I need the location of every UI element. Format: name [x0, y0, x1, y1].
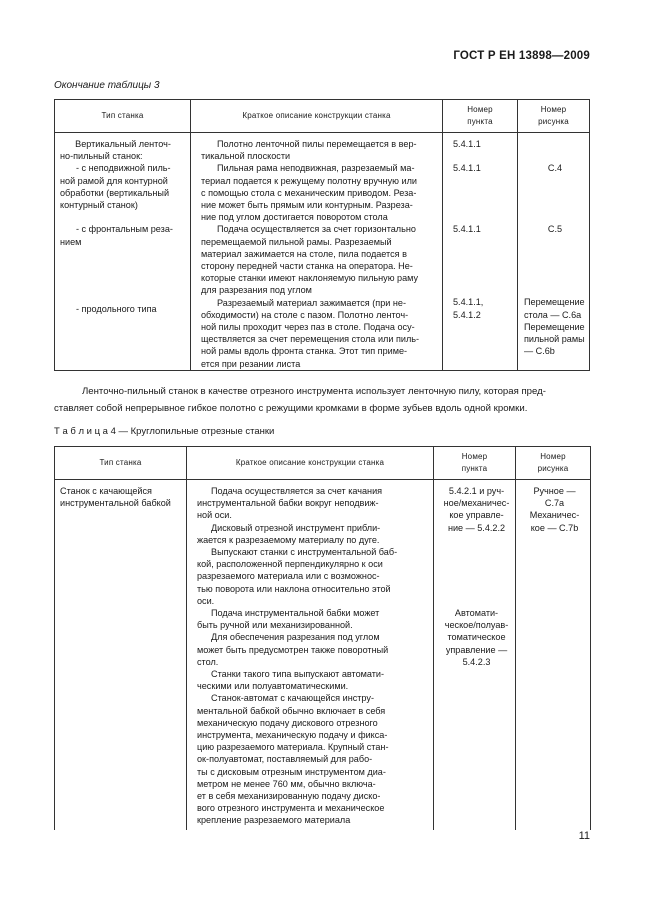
t4-header-figure: Номер рисунка: [516, 447, 591, 480]
t3-header-figure: Номер рисунка: [518, 100, 590, 133]
table-row: [55, 480, 591, 830]
t3-clause-cell: 5.4.1.1 5.4.1.1 5.4.1.1 5.4.1.1, 5.4.1.2: [443, 133, 518, 371]
t3-header-description: Краткое описание конструкции станка: [191, 100, 443, 133]
page-number: 11: [578, 830, 590, 842]
table-3: [54, 99, 590, 371]
table-row: [55, 133, 590, 371]
t4-description-cell: Подача осуществляется за счет качания инструментальной бабки вокруг неподвиж- ной оси. Дисковый отрезной инструмент прибли- жается к разрезаемому материалу по дуге. Выпускают станки с инструментальной баб- кой, расположенной перпендикулярно к оси разрезаемого материала или с возможнос- тью поворота или наклона относительно этой оси. Подача инструментальной бабки может быть ручной или механизированной. Для обеспечения разрезания под углом может быть предусмотрен также поворотный стол. Станки такого типа выпускают автомати- ческими или полуавтоматическими. Станок-автомат с качающейся инстру- ментальной бабкой обычно включает в себя механическую подачу дискового отрезного инструмента, механическую подачу и фикса- цию разрезаемого материала. Крупный стан- ок-полуавтомат, поставляемый для рабо- ты с дисковым отрезным инструментом диа- метром не менее 760 мм, обычно включа- ет в себя механизированную подачу диско- вого отрезного инструмента и механическое крепление разрезаемого материала: [187, 480, 434, 830]
t4-figure-cell: Ручное — С.7а Механичес- кое — С.7b: [516, 480, 591, 830]
paragraph: Ленточно-пильный станок в качестве отрезного инструмента использует ленточную пилу, которая пред- ставляет собой непрерывное гибкое полотно с режущими кромками в форме зубьев вдоль одной кромки.: [54, 386, 546, 414]
t3-header-clause: Номер пункта: [443, 100, 518, 133]
t3-type-cell: Вертикальный ленточ- но-пильный станок: - с неподвижной пиль- ной рамой для контурной обработки (вертикальный контурный станок) - с фронтальным реза- нием - продольного типа: [55, 133, 191, 371]
t4-header-description: Краткое описание конструкции станка: [187, 447, 434, 480]
table4-caption: Т а б л и ц а 4 — Круглопильные отрезные станки: [54, 426, 275, 437]
t3-description-cell: Полотно ленточной пилы перемещается в вер- тикальной плоскости Пильная рама неподвижная, разрезаемый ма- териал подается к режущему полотну вручную или с помощью стола с механическим приводом. Реза- ние может быть прямым или контурным. Разреза- ние под углом достигается поворотом стола Подача осуществляется за счет горизонтально перемещаемой пильной рамы. Разрезаемый материал зажимается на столе, пила подается в сторону передней части станка на оператора. Не- которые станки имеют наклоняемую пильную раму для разрезания под углом Разрезаемый материал зажимается (при не- обходимости) на столе с пазом. Полотно ленточ- ной пилы проходит через паз в столе. Подача осу- ществляется за счет перемещения стола или пиль- ной рамы вдоль фронта станка. Этот тип приме- ется при резании листа: [191, 133, 443, 371]
t4-type-cell: Станок с качающейся инструментальной бабкой: [55, 480, 187, 830]
document-header: ГОСТ Р ЕН 13898—2009: [453, 50, 590, 62]
t4-header-clause: Номер пункта: [434, 447, 516, 480]
t4-header-type: Тип станка: [55, 447, 187, 480]
t3-header-type: Тип станка: [55, 100, 191, 133]
table3-caption: Окончание таблицы 3: [54, 80, 160, 91]
table-4: [54, 446, 591, 830]
t3-figure-cell: С.4 С.5 Перемещение стола — С.6а Перемещение пильной рамы — С.6b: [518, 133, 590, 371]
t4-clause-cell: 5.4.2.1 и руч- ное/механичес- кое управле- ние — 5.4.2.2 Автомати- ческое/полуав- томатическое управление — 5.4.2.3: [434, 480, 516, 830]
